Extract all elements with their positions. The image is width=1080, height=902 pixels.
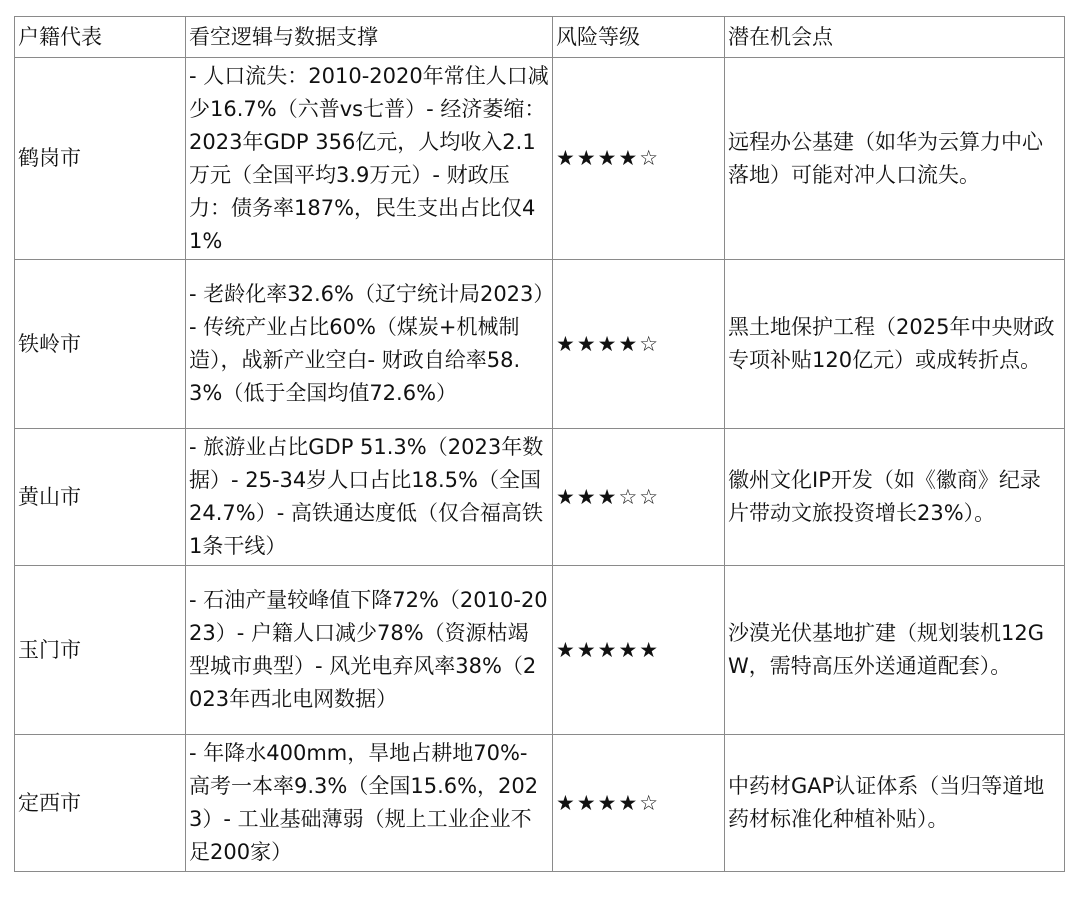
city-cell: 黄山市: [15, 429, 186, 566]
header-row: [15, 17, 1065, 58]
header-basis: 看空逻辑与数据支撑: [186, 17, 553, 58]
basis-cell: - 旅游业占比GDP 51.3%（2023年数据）- 25-34岁人口占比18.5%（全国24.7%）- 高铁通达度低（仅合福高铁1条干线）: [186, 429, 553, 566]
risk-stars: ★★★★☆: [553, 735, 725, 872]
city-cell: 铁岭市: [15, 260, 186, 429]
header-risk: 风险等级: [553, 17, 725, 58]
basis-cell: - 老龄化率32.6%（辽宁统计局2023）- 传统产业占比60%（煤炭+机械制造），战新产业空白- 财政自给率58.3%（低于全国均值72.6%）: [186, 260, 553, 429]
table-row: [15, 429, 1065, 566]
table-row: [15, 260, 1065, 429]
city-cell: 玉门市: [15, 566, 186, 735]
basis-cell: - 石油产量较峰值下降72%（2010-2023）- 户籍人口减少78%（资源枯竭型城市典型）- 风光电弃风率38%（2023年西北电网数据）: [186, 566, 553, 735]
table-row: [15, 735, 1065, 872]
risk-stars: ★★★★☆: [553, 260, 725, 429]
table-row: [15, 566, 1065, 735]
risk-stars: ★★★★★: [553, 566, 725, 735]
table-row: [15, 58, 1065, 260]
city-cell: 鹤岗市: [15, 58, 186, 260]
opportunity-cell: 徽州文化IP开发（如《徽商》纪录片带动文旅投资增长23%）。: [725, 429, 1065, 566]
opportunity-cell: 远程办公基建（如华为云算力中心落地）可能对冲人口流失。: [725, 58, 1065, 260]
risk-stars: ★★★☆☆: [553, 429, 725, 566]
risk-stars: ★★★★☆: [553, 58, 725, 260]
opportunity-cell: 沙漠光伏基地扩建（规划装机12GW，需特高压外送通道配套）。: [725, 566, 1065, 735]
opportunity-cell: 中药材GAP认证体系（当归等道地药材标准化种植补贴）。: [725, 735, 1065, 872]
header-opportunity: 潜在机会点: [725, 17, 1065, 58]
basis-cell: - 年降水400mm，旱地占耕地70%- 高考一本率9.3%（全国15.6%，2023）- 工业基础薄弱（规上工业企业不足200家）: [186, 735, 553, 872]
header-city: 户籍代表: [15, 17, 186, 58]
basis-cell: - 人口流失：2010-2020年常住人口减少16.7%（六普vs七普）- 经济萎缩：2023年GDP 356亿元，人均收入2.1万元（全国平均3.9万元）- 财政压力：债务率187%，民生支出占比仅41%: [186, 58, 553, 260]
opportunity-cell: 黑土地保护工程（2025年中央财政专项补贴120亿元）或成转折点。: [725, 260, 1065, 429]
city-cell: 定西市: [15, 735, 186, 872]
city-risk-table: [14, 16, 1065, 872]
